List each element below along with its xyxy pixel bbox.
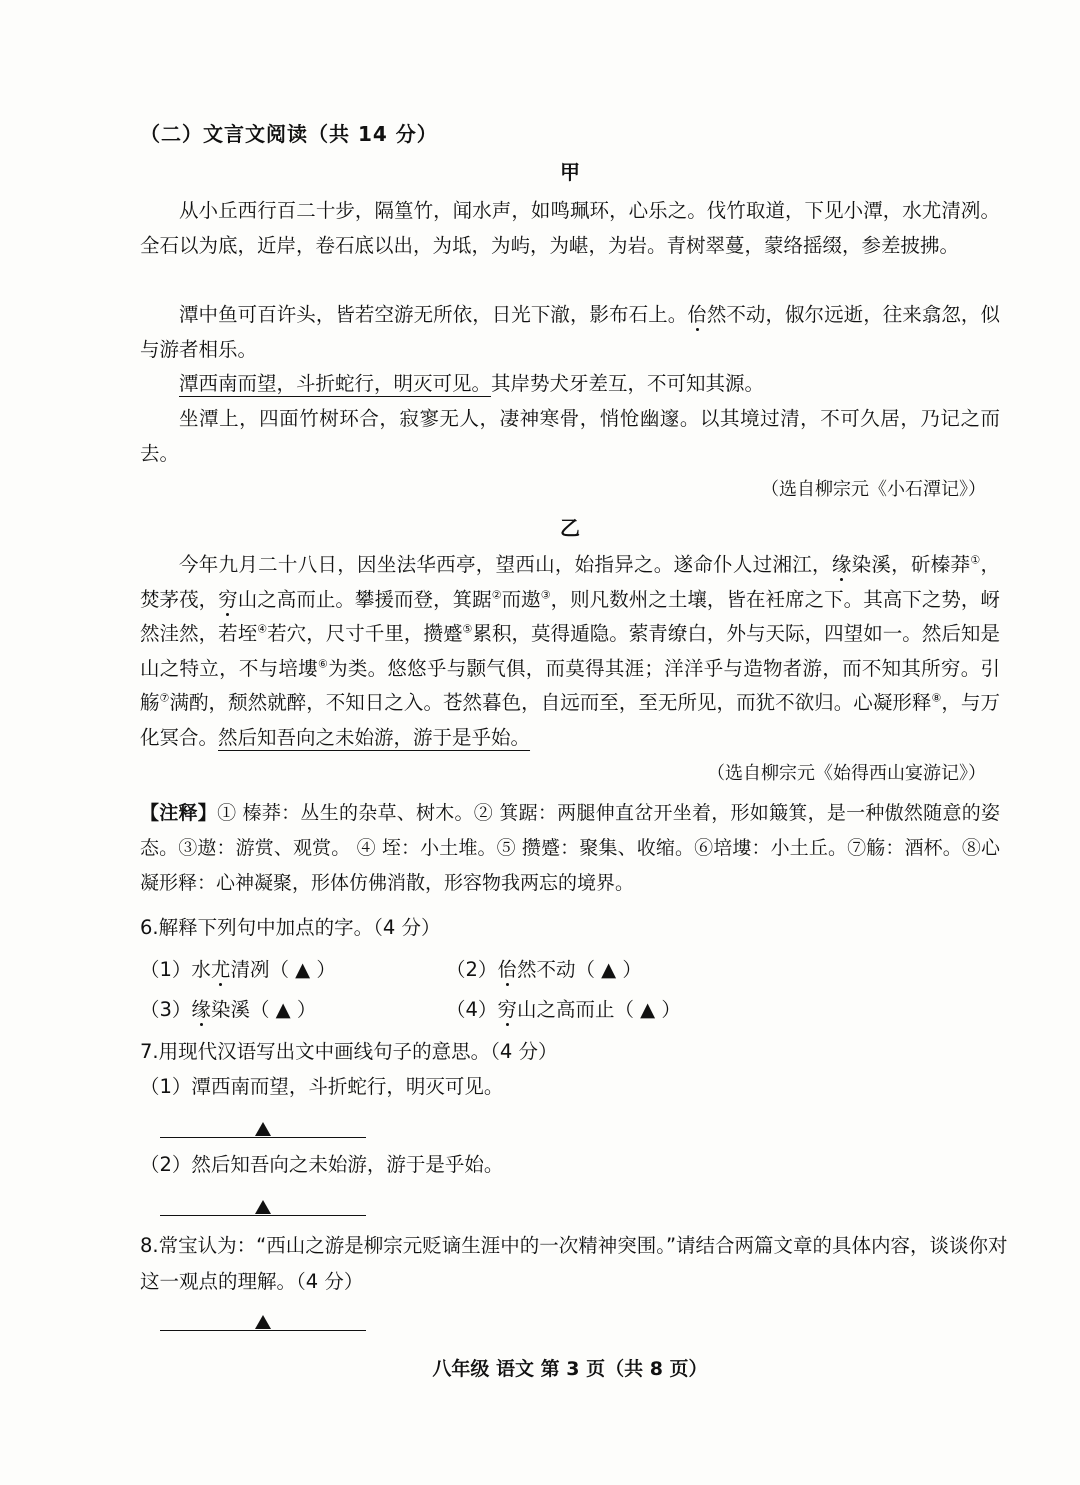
q6-text: （3） (140, 998, 192, 1021)
notes-label: 【注释】 (140, 802, 218, 824)
underlined-sentence-1: 潭西南而望，斗折蛇行，明灭可见。 (179, 372, 492, 395)
question-6-item-1 (140, 955, 336, 985)
passage-yi-source: （选自柳宗元《始得西山宴游记》） (707, 763, 986, 784)
question-6-item-4 (446, 995, 681, 1025)
passage-jia-paragraph-1: 从小丘西行百二十步，隔篁竹，闻水声，如鸣珮环，心乐之。伐竹取道，下见小潭，水尤清冽。全石以为底，近岸，卷石底以出，为坻，为屿，为嵁，为岩。青树翠蔓，蒙络摇缀，参差披拂。 (140, 199, 1000, 257)
yi-text: 满酌，颓然就醉，不知日之入。苍然暮色，自远而至，至无所见，而犹不欲归。心凝形释 (169, 691, 932, 714)
annotation-notes (140, 796, 1000, 901)
q6-text: （1）水 (140, 958, 211, 981)
yi-text: ，与万化冥合。 (140, 691, 1000, 749)
yi-text: 山之高而止。攀援而登，箕踞 (237, 587, 492, 611)
note-ref-7: ⑦ (159, 691, 170, 705)
question-8-stem: 8.常宝认为：“西山之游是柳宗元贬谪生涯中的一次精神突围。”请结合两篇文章的具体内容，谈谈你对这一观点的理解。（4 分） (140, 1234, 1008, 1293)
answer-line-8[interactable] (160, 1330, 366, 1331)
passage-jia-heading: 甲 (560, 160, 580, 184)
dotted-char-yi: 佁 (497, 958, 517, 981)
question-6-item-2 (446, 955, 642, 985)
answer-line-7-2[interactable] (160, 1215, 366, 1216)
yi-text: 今年九月二十八日，因坐法华西亭，望西山，始指异之。遂命仆人过湘江， (179, 553, 832, 576)
note-ref-5: ⑤ (462, 622, 473, 636)
answer-line-7-1[interactable] (160, 1137, 366, 1138)
passage-jia-p2-text-b: 然不动，俶尔远逝，往来翕忽，似与游者相乐。 (140, 303, 1000, 361)
q6-text: （4） (446, 998, 498, 1021)
dotted-char-yuan: 缘 (831, 553, 852, 576)
note-ref-1: ① (970, 553, 981, 567)
section-title: （二）文言文阅读（共 14 分） (140, 122, 438, 146)
passage-jia-p2-text-a: 潭中鱼可百许头，皆若空游无所依，日光下澈，影布石上。 (179, 303, 688, 326)
passage-jia-source: （选自柳宗元《小石潭记》） (761, 479, 986, 500)
note-ref-3: ③ (540, 588, 551, 601)
yi-text: ，焚茅茷， (140, 553, 1000, 611)
note-ref-4: ④ (257, 622, 268, 636)
q6-text: 染溪（ ▲ ） (210, 998, 317, 1021)
question-7-item-1: （1）潭西南而望，斗折蛇行，明灭可见。 (140, 1075, 504, 1098)
yi-text: 累积，莫得遁隐。萦青缭白，外与天际，四望如一。然后知是山之特立，不与培塿 (140, 622, 1000, 680)
passage-yi-heading: 乙 (560, 516, 580, 540)
yi-text: ，则凡数州之土壤，皆在衽席之下。其高下之势，岈然洼然，若垤 (140, 587, 1000, 645)
underlined-sentence-2: 然后知吾向之未始游，游于是乎始。 (218, 725, 531, 749)
notes-text: ① 榛莽：丛生的杂草、树木。② 箕踞：两腿伸直岔开坐着，形如簸箕，是一种傲然随意的姿态。③遨：游赏、观赏。 ④ 垤：小土堆。⑤ 攒蹙：聚集、收缩。⑥培塿：小土丘。⑦觞：酒杯。⑧心凝形释：心神凝聚，形体仿佛消散，形容物我两忘的境界。 (140, 802, 1000, 894)
q6-text: 山之高而止（ ▲ ） (516, 998, 681, 1021)
answer-triangle-icon (255, 1200, 271, 1214)
dotted-char-qiong: 穷 (497, 998, 517, 1021)
q6-text: 然不动（ ▲ ） (516, 958, 642, 981)
question-6-stem: 6.解释下列句中加点的字。（4 分） (140, 916, 441, 939)
answer-triangle-icon (255, 1122, 271, 1136)
dotted-char-you: 尤 (210, 958, 231, 981)
dotted-char-yi: 佁 (687, 303, 707, 326)
passage-yi-paragraph (140, 548, 1000, 755)
yi-text: 为类。悠悠乎与颢气俱，而莫得其涯；洋洋乎与造物者游，而不知其所穷。引觞 (140, 656, 1000, 714)
question-7-item-2: （2）然后知吾向之未始游，游于是乎始。 (140, 1153, 504, 1176)
note-ref-8: ⑧ (931, 691, 942, 705)
passage-jia-paragraph-4: 坐潭上，四面竹树环合，寂寥无人，凄神寒骨，悄怆幽邃。以其境过清，不可久居，乃记之而去。 (140, 407, 1000, 465)
passage-jia-paragraph-2 (140, 298, 1000, 367)
note-ref-2: ② (491, 588, 502, 601)
dotted-char-yuan: 缘 (191, 998, 211, 1021)
note-ref-6: ⑥ (317, 657, 329, 670)
passage-jia-p3-text-b: 其岸势犬牙差互，不可知其源。 (491, 372, 765, 395)
passage-jia-paragraph-3 (140, 367, 1000, 402)
yi-text: 而遨 (501, 587, 541, 611)
q6-text: 清冽（ ▲ ） (230, 958, 336, 981)
dotted-char-qiong: 穷 (218, 587, 238, 611)
answer-triangle-icon (255, 1315, 271, 1329)
q6-text: （2） (446, 958, 498, 981)
question-7-stem: 7.用现代汉语写出文中画线句子的意思。（4 分） (140, 1040, 558, 1063)
yi-text: 染溪，斫榛莽 (851, 553, 971, 576)
question-6-item-3 (140, 995, 316, 1025)
yi-text: 若穴，尺寸千里，攒蹙 (267, 622, 463, 645)
page-footer: 八年级 语文 第 3 页（共 8 页） (432, 1358, 708, 1380)
